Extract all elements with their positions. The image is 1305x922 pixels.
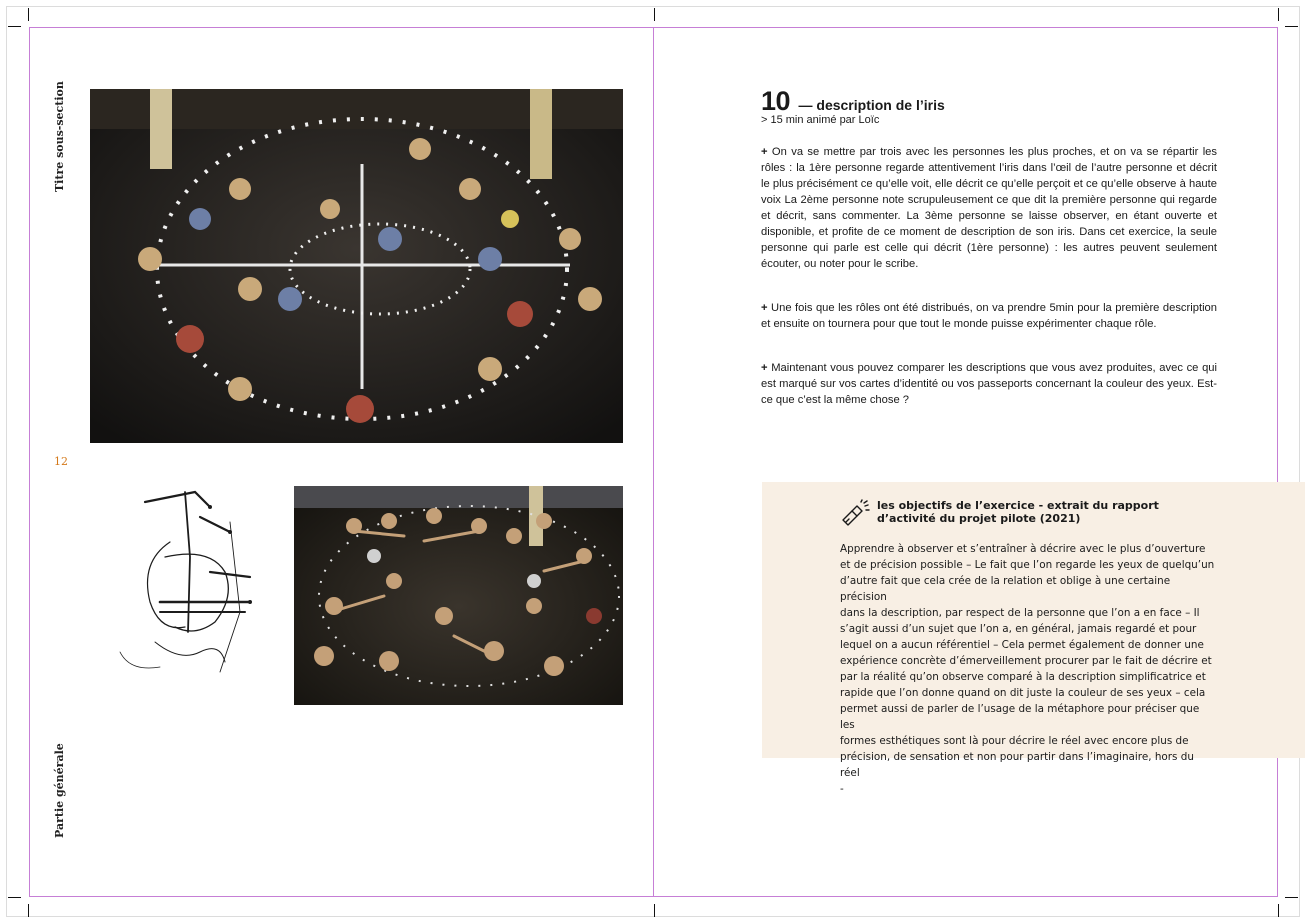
running-head-bottom: Partie générale bbox=[53, 743, 66, 838]
paragraph-1: + On va se mettre par trois avec les personnes les plus proches, et on va se répartir les rôles : la 1ère personne regarde attentivement l’iris dans l’œil de l’autre personne et décrit le plus précisément ce qu’elle voit, elle décrit ce qu’elle perçoit et ce qu’elle observe à haute voix La 2ème personne note scrupuleusement ce que dit la première personne qui regarde et décrit, sans commenter. La 3ème personne se laisse observer, en étant ouverte et disponible, et profite de ce moment de description de son iris. Dans cet exercice, la seule personne qui parle est celle qui décrit (1ère personne) : les autres peuvent seulement écouter, ou noter pour le scribe. bbox=[761, 146, 1217, 270]
paragraph-3: + Maintenant vous pouvez comparer les descriptions que vous avez produites, avec ce qui est marqué sur vos cartes d’identité ou vos passeports concernant la couleur des yeux. Est-ce que c’est la même chose ? bbox=[761, 362, 1217, 406]
crop-mark bbox=[8, 26, 21, 27]
callout-line: rapide que l’on donne quand on dit juste la couleur de ses yeux – cela bbox=[840, 687, 1206, 699]
callout-title: les objectifs de l’exercice - extrait du rapport d’activité du projet pilote (2021) bbox=[877, 499, 1159, 525]
crop-mark bbox=[1285, 897, 1298, 898]
exercise-heading bbox=[761, 86, 945, 117]
flashlight-icon bbox=[840, 498, 870, 528]
crop-mark bbox=[654, 904, 655, 917]
margin-guide-left bbox=[29, 27, 30, 897]
page-edge-left bbox=[6, 6, 7, 916]
callout-line: - bbox=[840, 783, 844, 795]
callout-body bbox=[840, 541, 1216, 797]
crop-mark bbox=[28, 8, 29, 21]
page-edge-top bbox=[6, 6, 1300, 7]
callout-line: permet aussi de parler de l’usage de la métaphore pour préciser que les bbox=[840, 703, 1200, 731]
crop-mark bbox=[28, 904, 29, 917]
callout-line: expérience concrète d’émerveillement procurer par le fait de décrire et bbox=[840, 655, 1212, 667]
objectives-callout bbox=[762, 482, 1305, 795]
crop-mark bbox=[1278, 8, 1279, 21]
photo-dancers-circle-overhead bbox=[90, 89, 623, 443]
callout-line: d’autre fait que cela crée de la relation et oblige à une certaine précision bbox=[840, 575, 1171, 603]
crop-mark bbox=[654, 8, 655, 21]
callout-line: dans la description, par respect de la personne que l’on a en face – Il bbox=[840, 607, 1200, 619]
paragraph-2: + Une fois que les rôles ont été distribués, on va prendre 5min pour la première description et ensuite on tournera pour que tout le monde puisse expérimenter chaque rôle. bbox=[761, 302, 1217, 330]
page-edge-right bbox=[1299, 6, 1300, 916]
callout-line: précision, de sensation et non pour partir dans l’imaginaire, hors du réel bbox=[840, 751, 1194, 779]
crop-mark bbox=[1278, 904, 1279, 917]
callout-line: formes esthétiques sont là pour décrire le réel avec encore plus de bbox=[840, 735, 1189, 747]
margin-guide-spine bbox=[653, 27, 654, 897]
running-head-top: Titre sous-section bbox=[53, 81, 66, 192]
exercise-title: — description de l’iris bbox=[798, 97, 945, 113]
margin-guide-right bbox=[1277, 27, 1278, 897]
callout-line: lequel on a aucun référentiel – Cela permet également de donner une bbox=[840, 639, 1204, 651]
page-edge-bottom bbox=[6, 916, 1300, 917]
callout-line: par la réalité qu’on observe comparé à la description simplificatrice et bbox=[840, 671, 1206, 683]
page-number: 12 bbox=[54, 455, 68, 468]
crop-mark bbox=[8, 897, 21, 898]
callout-line: et de précision possible – Le fait que l’on regarde les yeux de quelqu’un bbox=[840, 559, 1215, 571]
exercise-subtitle: > 15 min animé par Loïc bbox=[761, 114, 880, 126]
exercise-number: 10 bbox=[761, 86, 791, 116]
callout-line: Apprendre à observer et s’entraîner à décrire avec le plus d’ouverture bbox=[840, 543, 1206, 555]
callout-line: s’agit aussi d’un sujet que l’on a, en général, jamais regardé et pour bbox=[840, 623, 1197, 635]
crop-mark bbox=[1285, 26, 1298, 27]
ink-sketch-drawing bbox=[100, 462, 275, 697]
photo-group-pointing-circle bbox=[294, 486, 623, 705]
